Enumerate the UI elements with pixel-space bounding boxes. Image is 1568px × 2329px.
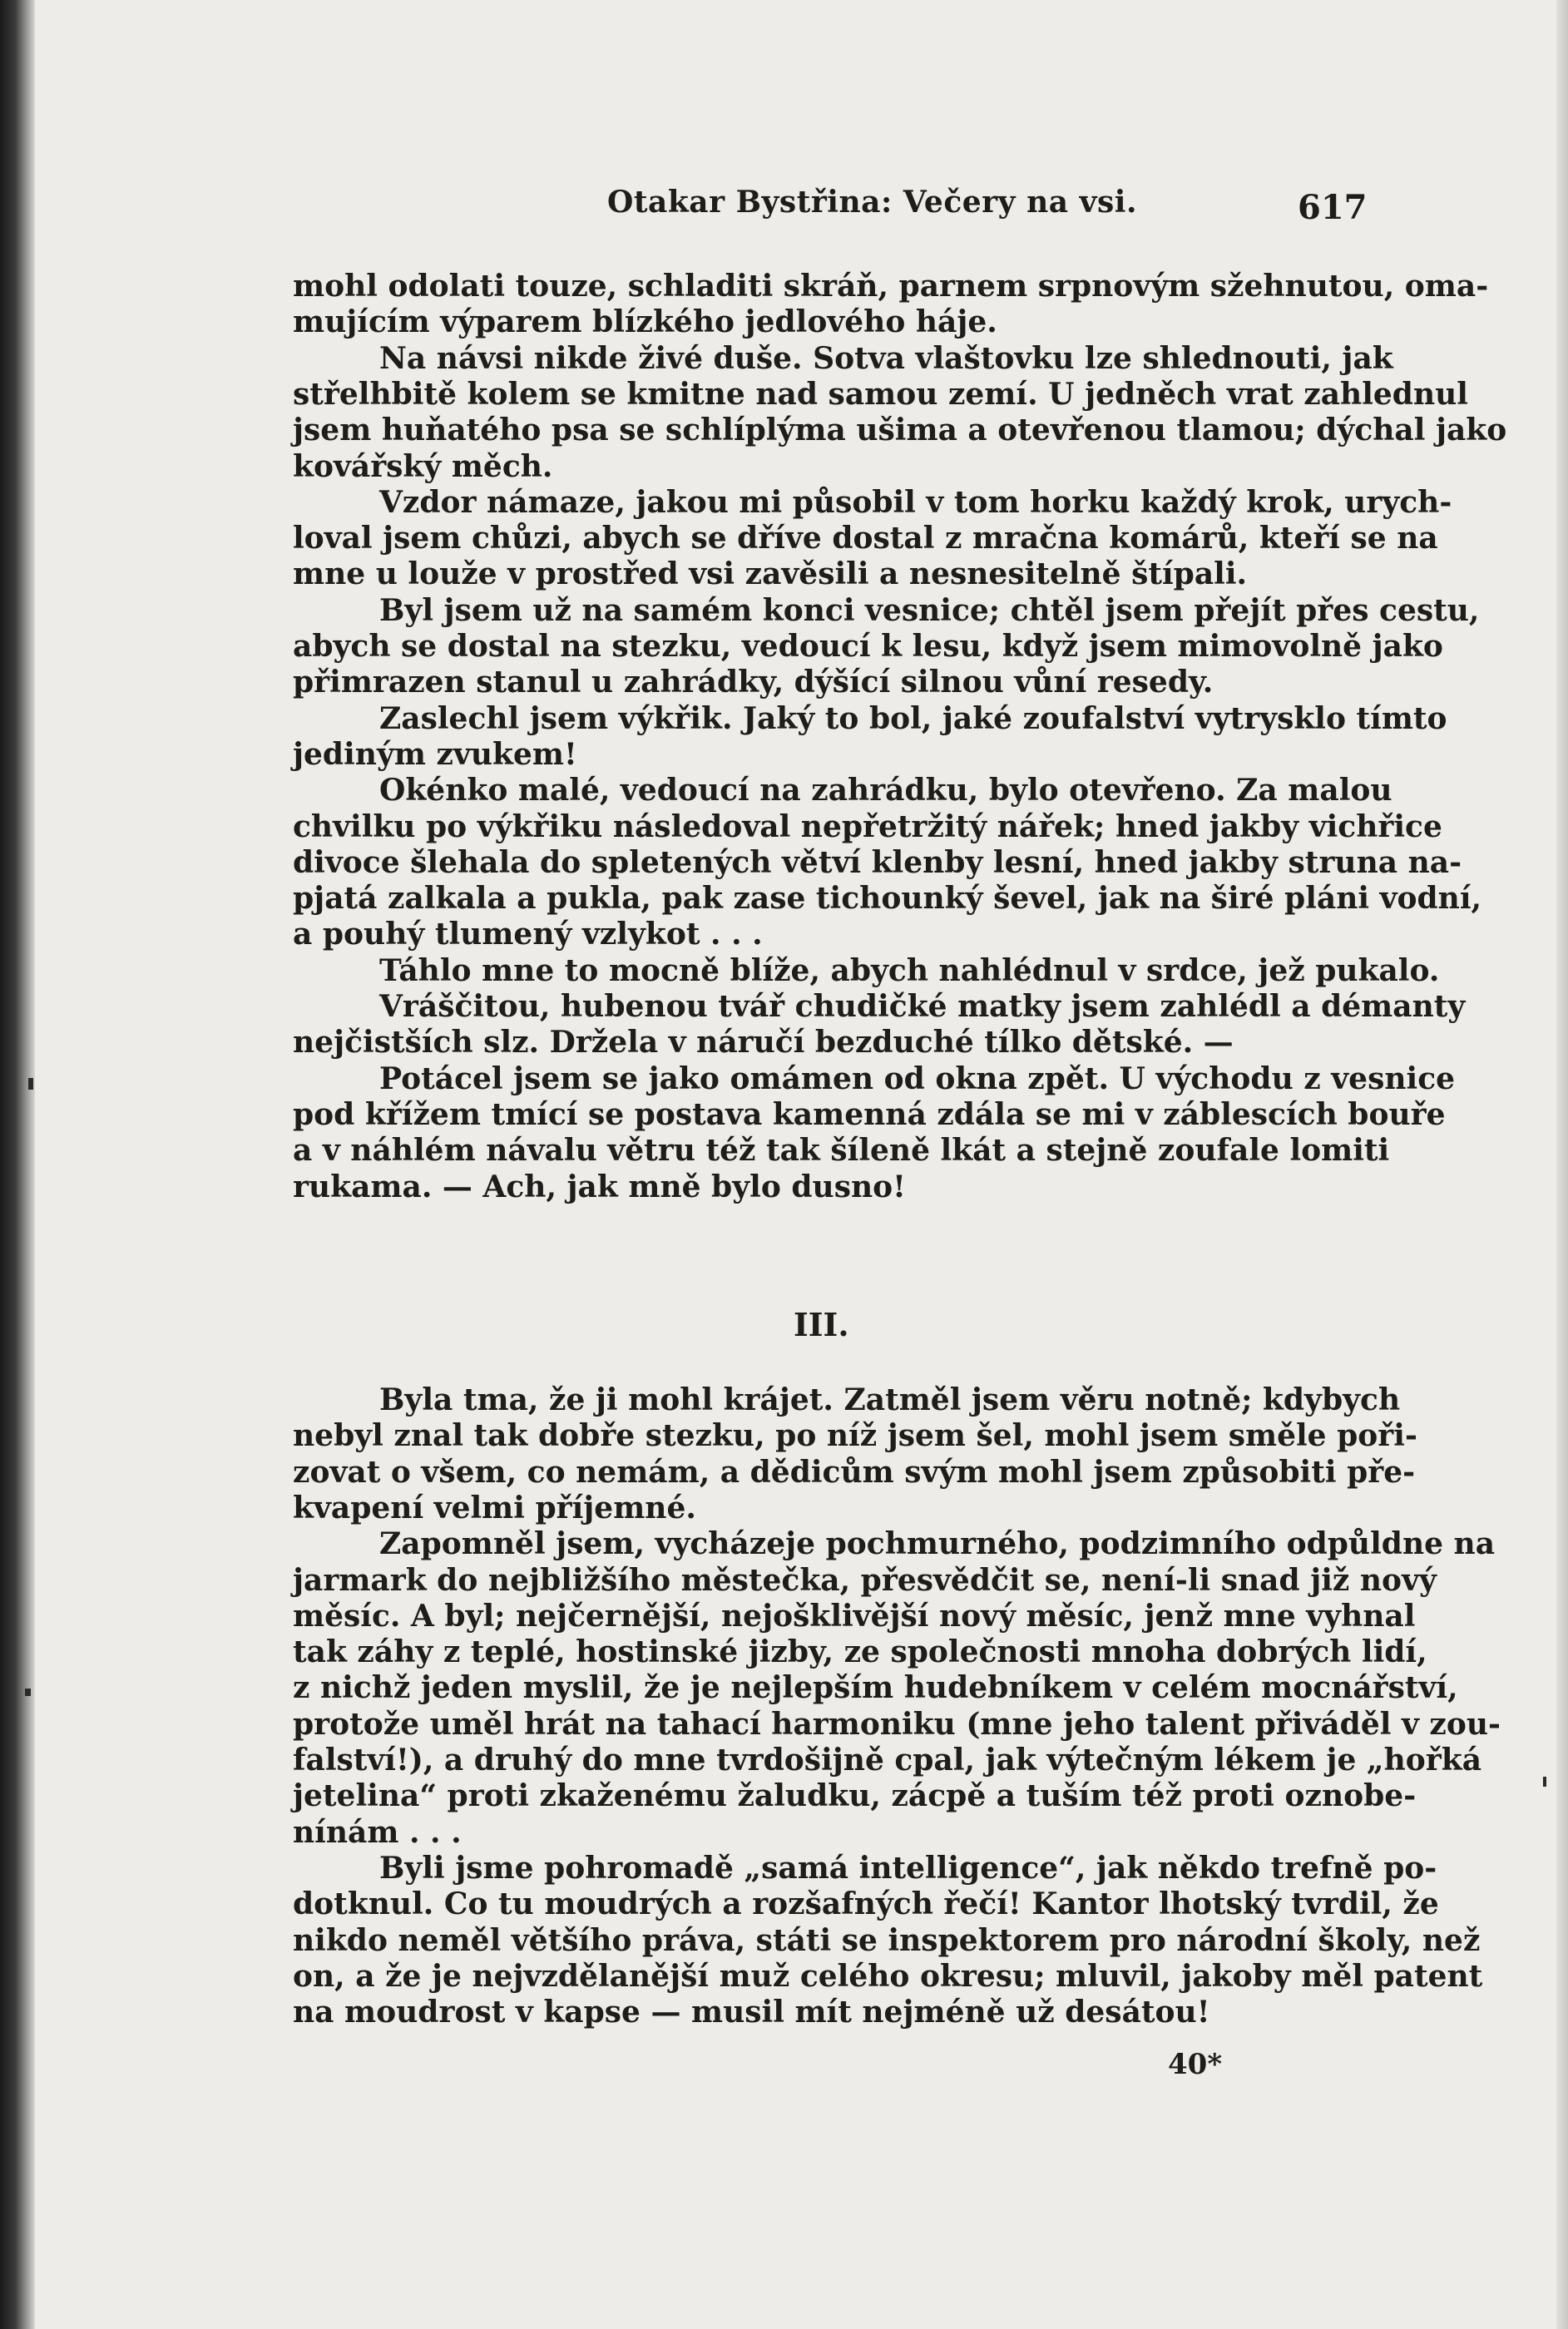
running-title: Otakar Bystřina: Večery na vsi. (607, 185, 1137, 220)
text-line: střelhbitě kolem se kmitne nad samou zemí. U jedněch vrat zahlednul (293, 376, 1468, 412)
text-line: nejčistších slz. Držela v náručí bezduché tílko dětské. — (293, 1025, 1234, 1061)
text-line: Zapomněl jsem, vycházeje pochmurného, podzimního odpůldne na (379, 1526, 1496, 1562)
scan-speck (1543, 1777, 1546, 1787)
text-line: nínám . . . (293, 1814, 462, 1850)
text-line: přimrazen stanul u zahrádky, dýšící silnou vůní resedy. (293, 665, 1214, 700)
text-line: pjatá zalkala a pukla, pak zase tichounký ševel, jak na širé pláni vodní, (293, 881, 1482, 917)
text-line: Okénko malé, vedoucí na zahrádku, bylo otevřeno. Za malou (379, 773, 1392, 808)
scan-right-edge (1556, 0, 1568, 2329)
book-page (35, 0, 1556, 2329)
text-line: nikdo neměl většího práva, státi se inspektorem pro národní školy, než (293, 1922, 1481, 1958)
text-line: rukama. — Ach, jak mně bylo dusno! (293, 1169, 906, 1204)
text-line: jarmark do nejbližšího městečka, přesvědčit se, není-li snad již nový (293, 1562, 1437, 1598)
text-line: Potácel jsem se jako omámen od okna zpět. U východu z vesnice (379, 1061, 1456, 1096)
text-line: Vráščitou, hubenou tvář chudičké matky jsem zahlédl a démanty (379, 989, 1466, 1024)
text-line: divoce šlehala do spletených větví klenby lesní, hned jakby struna na- (293, 844, 1462, 880)
text-line: tak záhy z teplé, hostinské jizby, ze společnosti mnoha dobrých lidí, (293, 1634, 1427, 1670)
text-line: pod křížem tmící se postava kamenná zdála se mi v záblescích bouře (293, 1096, 1446, 1132)
text-line: Vzdor námaze, jakou mi působil v tom horku každý krok, urych- (379, 484, 1452, 520)
text-line: zovat o všem, co nemám, a dědicům svým mohl jsem způsobiti pře- (293, 1454, 1416, 1490)
text-line: on, a že je nejvzdělanější muž celého okresu; mluvil, jakoby měl patent (293, 1958, 1483, 1994)
text-line: jetelina“ proti zkaženému žaludku, zácpě a tuším též proti oznobe- (293, 1778, 1417, 1814)
text-line: z nichž jeden myslil, že je nejlepším hudebníkem v celém mocnářství, (293, 1670, 1458, 1706)
text-line: kvapení velmi příjemné. (293, 1490, 696, 1525)
text-line: a v náhlém návalu větru též tak šíleně lkát a stejně zoufale lomiti (293, 1133, 1390, 1169)
text-line: jsem huňatého psa se schlíplýma ušima a otevřenou tlamou; dýchal jako (293, 413, 1507, 448)
text-line: mne u louže v prostřed vsi zavěsili a nesnesitelně štípali. (293, 556, 1248, 592)
signature-mark: 40* (1168, 2048, 1223, 2081)
text-line: Táhlo mne to mocně blíže, abych nahlédnul v srdce, jež pukalo. (379, 952, 1440, 988)
text-line: jediným zvukem! (293, 736, 577, 772)
text-line: Na návsi nikde živé duše. Sotva vlaštovku lze shlednouti, jak (379, 340, 1393, 376)
text-line: loval jsem chůzi, abych se dříve dostal z mračna komárů, kteří se na (293, 521, 1438, 556)
text-line: měsíc. A byl; nejčernější, nejošklivější nový měsíc, jenž mne vyhnal (293, 1598, 1416, 1634)
text-line: Byli jsme pohromadě „samá intelligence“, jak někdo trefně po- (379, 1850, 1437, 1886)
page-number: 617 (1298, 188, 1368, 227)
text-line: dotknul. Co tu moudrých a rozšafných řečí! Kantor lhotský tvrdil, že (293, 1886, 1439, 1922)
text-line: Zaslechl jsem výkřik. Jaký to bol, jaké zoufalství vytrysklo tímto (379, 700, 1447, 736)
text-line: protože uměl hrát na tahací harmoniku (mne jeho talent přiváděl v zou- (293, 1706, 1501, 1742)
scan-left-edge (0, 0, 35, 2329)
text-line: Byl jsem už na samém konci vesnice; chtěl jsem přejít přes cestu, (379, 592, 1480, 628)
text-line: falství!), a druhý do mne tvrdošijně cpal, jak výtečným lékem je „hořká (293, 1743, 1482, 1778)
text-line: mujícím výparem blízkého jedlového háje. (293, 304, 997, 340)
section-heading: III. (794, 1306, 849, 1343)
text-line: Byla tma, že ji mohl krájet. Zatměl jsem věru notně; kdybych (379, 1382, 1401, 1417)
scan-speck (28, 1078, 33, 1090)
text-line: abych se dostal na stezku, vedoucí k lesu, když jsem mimovolně jako (293, 629, 1443, 664)
text-line: chvilku po výkřiku následoval nepřetržitý nářek; hned jakby vichřice (293, 808, 1442, 844)
text-line: nebyl znal tak dobře stezku, po níž jsem šel, mohl jsem směle poři- (293, 1418, 1417, 1454)
text-line: kovářský měch. (293, 448, 553, 484)
text-line: na moudrost v kapse — musil mít nejméně už desátou! (293, 1995, 1210, 2030)
scan-speck (25, 1689, 31, 1696)
text-line: mohl odolati touze, schladiti skráň, parnem srpnovým sžehnutou, oma- (293, 269, 1489, 304)
text-line: a pouhý tlumený vzlykot . . . (293, 917, 763, 952)
